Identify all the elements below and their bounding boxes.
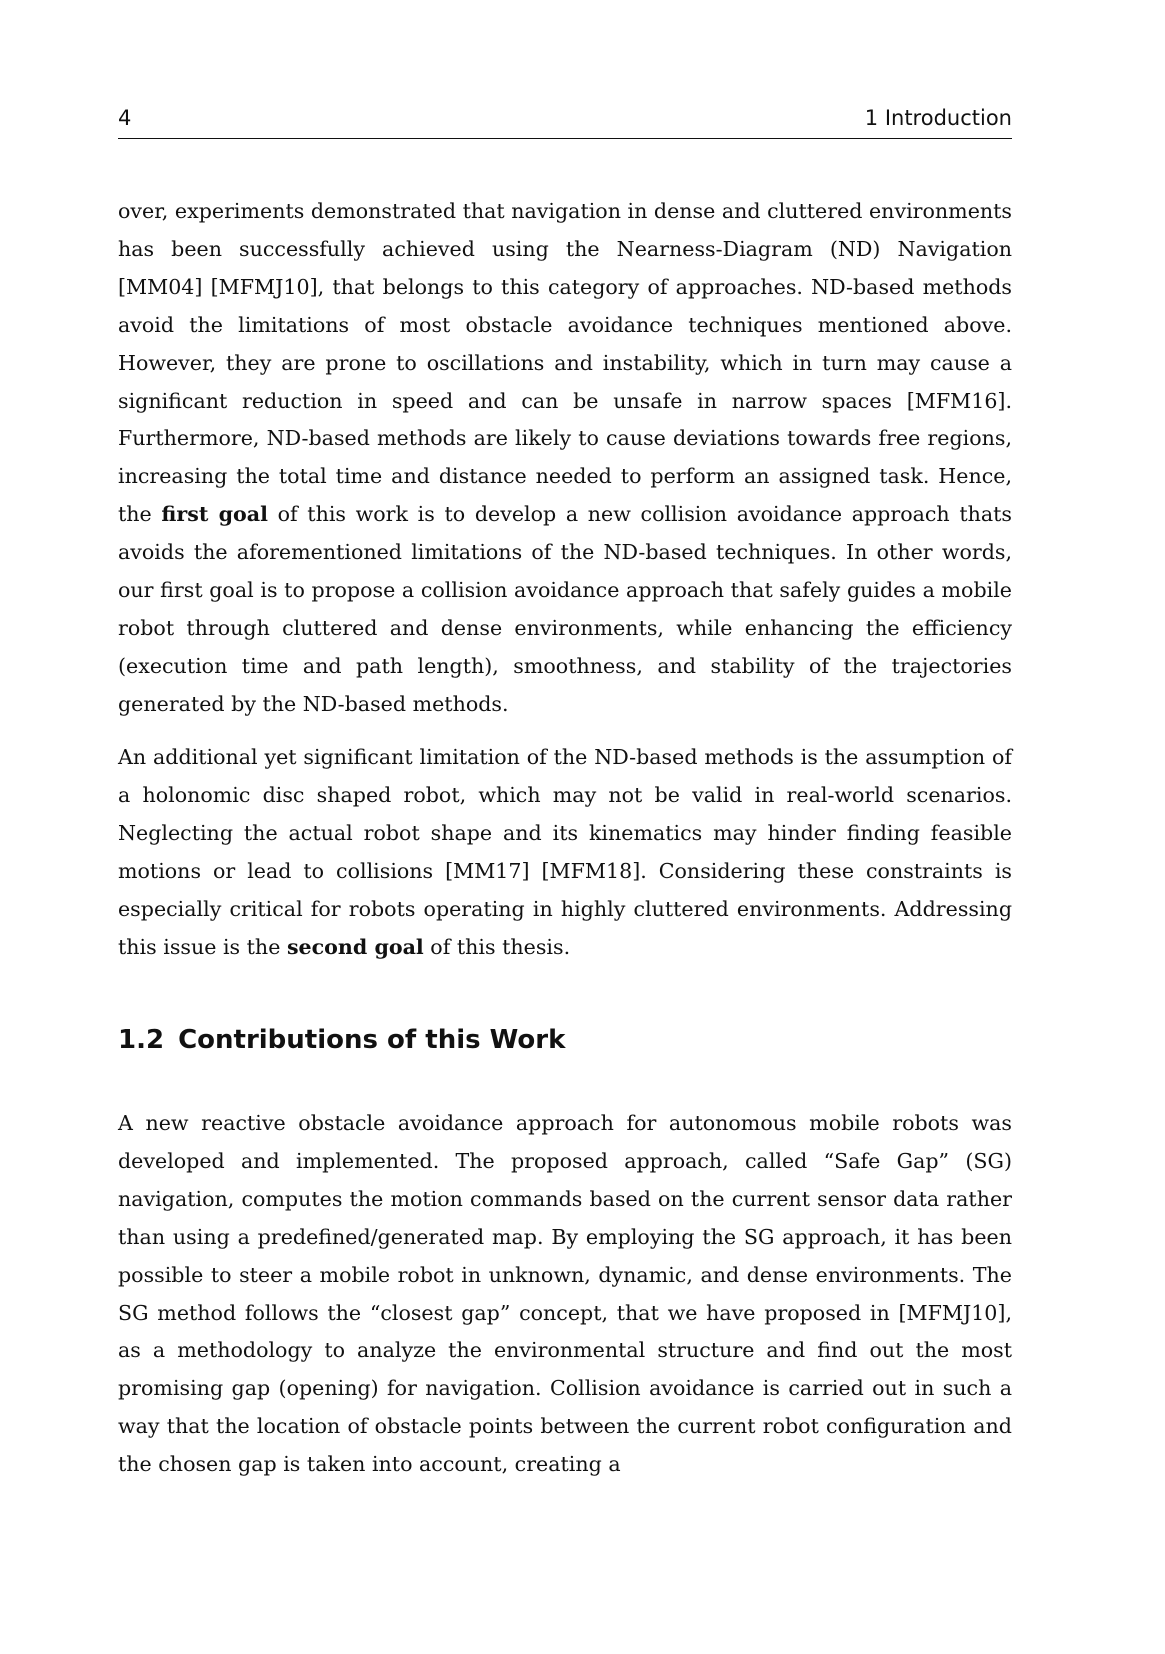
paragraph-text: An additional yet significant limitation of the ND-based methods is the assumption of a holonomic disc shaped robot, which may not be valid in real-world scenarios. Neglecting the actual robot shape and its kinematics may hinder finding feasible motions or lead to collisions [MM17] [MFM18]. Considering these constraints is especially critical for robots operating in highly cluttered environments. Addressing this issue is the (118, 745, 1012, 959)
section-title: Contributions of this Work (178, 1025, 566, 1055)
body-paragraph-1 (118, 193, 1012, 724)
body-paragraph-3: A new reactive obstacle avoidance approach for autonomous mobile robots was developed and implemented. The proposed approach, called “Safe Gap” (SG) navigation, computes the motion commands based on the current sensor data rather than using a predefined/generated map. By employing the SG approach, it has been possible to steer a mobile robot in unknown, dynamic, and dense environments. The SG method follows the “closest gap” concept, that we have proposed in [MFMJ10], as a methodology to analyze the environmental structure and find out the most promising gap (opening) for navigation. Collision avoidance is carried out in such a way that the location of obstacle points between the current robot configuration and the chosen gap is taken into account, creating a (118, 1111, 1012, 1477)
paragraph-text: of this work is to develop a new collision avoidance approach thats avoids the aforementioned limitations of the ND-based techniques. In other words, our first goal is to propose a collision avoidance approach that safely guides a mobile robot through cluttered and dense environments, while enhancing the efficiency (execution time and path length), smoothness, and stability of the trajectories generated by the ND-based methods. (118, 502, 1013, 716)
page-number: 4 (118, 106, 132, 130)
chapter-title: 1 Introduction (864, 106, 1012, 130)
paragraph-text: of this thesis. (423, 934, 571, 959)
emphasis-second-goal: second goal (286, 934, 424, 959)
running-header (118, 104, 1012, 139)
body-paragraph-2 (118, 739, 1012, 966)
paragraph-text: over, experiments demonstrated that navigation in dense and cluttered environments has been successfully achieved using the Nearness-Diagram (ND) Navigation [MM04] [MFMJ10], that belongs to this category of approaches. ND-based methods avoid the limitations of most obstacle avoidance techniques mentioned above. However, they are prone to oscillations and instability, which in turn may cause a significant reduction in speed and can be unsafe in narrow spaces [MFM16]. Furthermore, ND-based methods are likely to cause deviations towards free regions, increasing the total time and distance needed to perform an assigned task. Hence, the (118, 199, 1012, 527)
section-heading (118, 1022, 565, 1058)
section-number: 1.2 (118, 1025, 165, 1055)
emphasis-first-goal: first goal (161, 502, 268, 527)
